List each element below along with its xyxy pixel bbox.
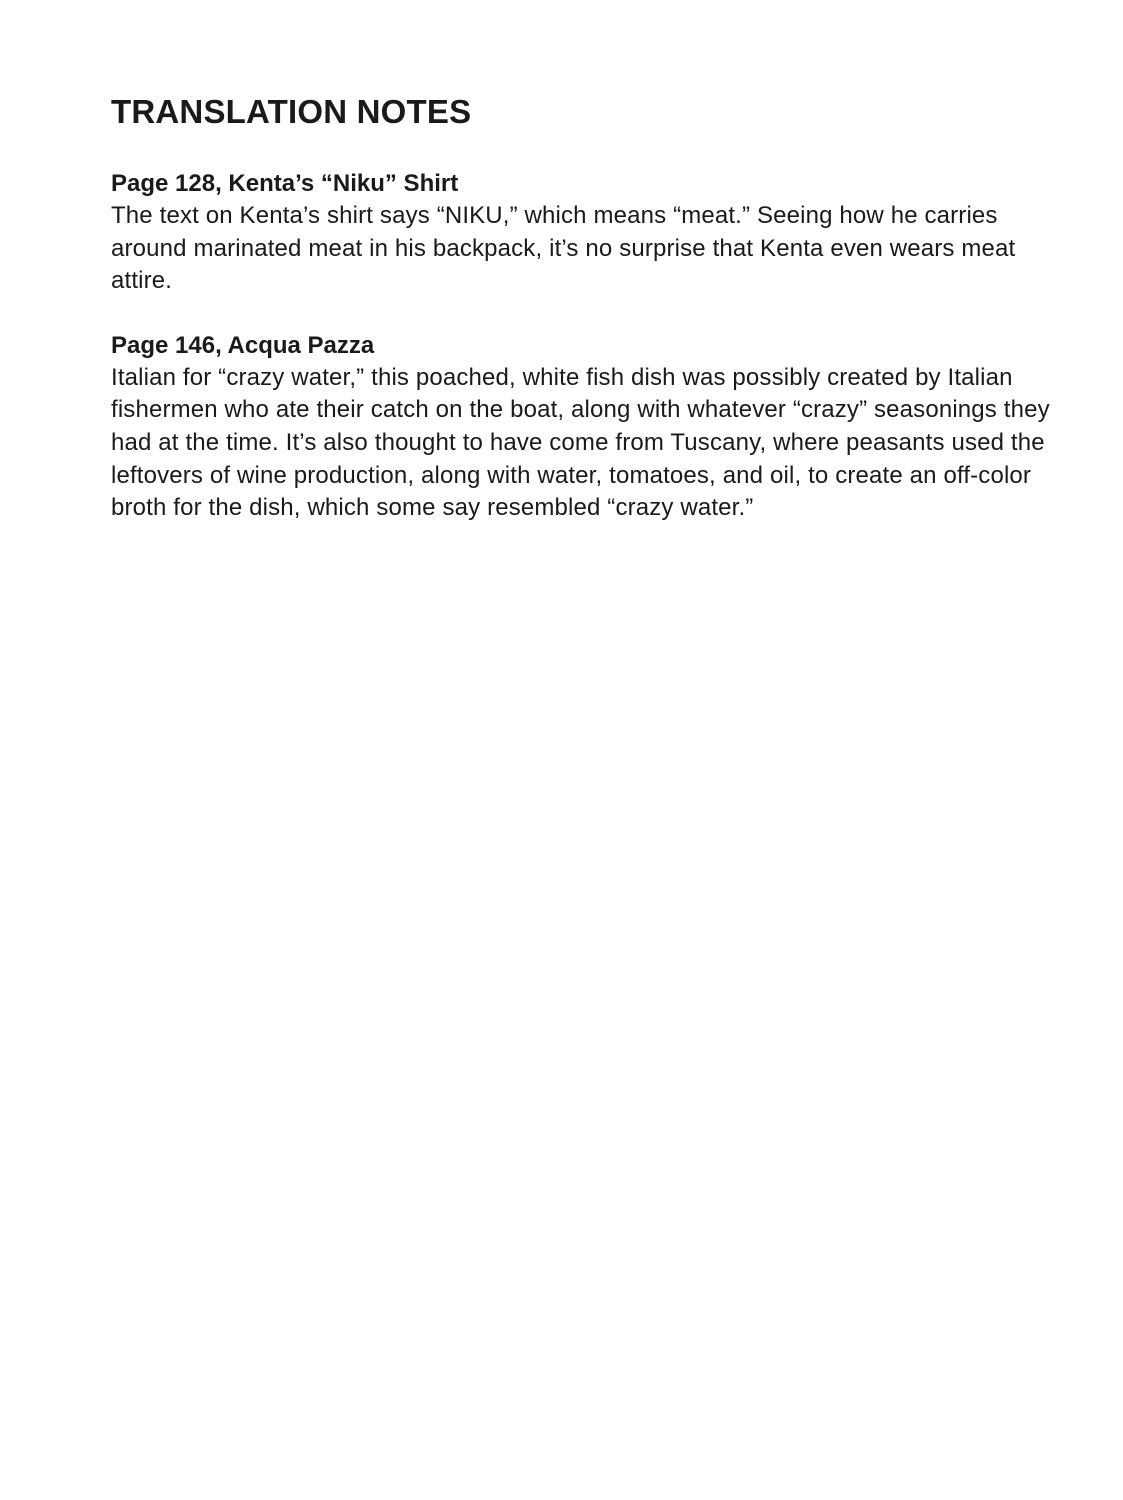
translation-note: [111, 168, 1051, 298]
note-heading: Page 128, Kenta’s “Niku” Shirt: [111, 170, 459, 197]
note-heading: Page 146, Acqua Pazza: [111, 331, 375, 359]
note-body: Italian for “crazy water,” this poached, white fish dish was possibly created by Italian fishermen who ate their catch on the boat, along with whatever “crazy” seasonings they had at the time. It’s also thought to have come from Tuscany, where peasants used the leftovers of wine production, along with water, tomatoes, and oil, to create an off-color broth for the dish, which some say resembled “crazy water.”: [111, 363, 1050, 522]
note-body: The text on Kenta’s shirt says “NIKU,” which means “meat.” Seeing how he carries around marinated meat in his backpack, it’s no surprise that Kenta even wears meat attire.: [111, 202, 1016, 295]
document-page: [111, 90, 1051, 557]
translation-note: [111, 330, 1051, 525]
page-title: TRANSLATION NOTES: [111, 93, 472, 130]
